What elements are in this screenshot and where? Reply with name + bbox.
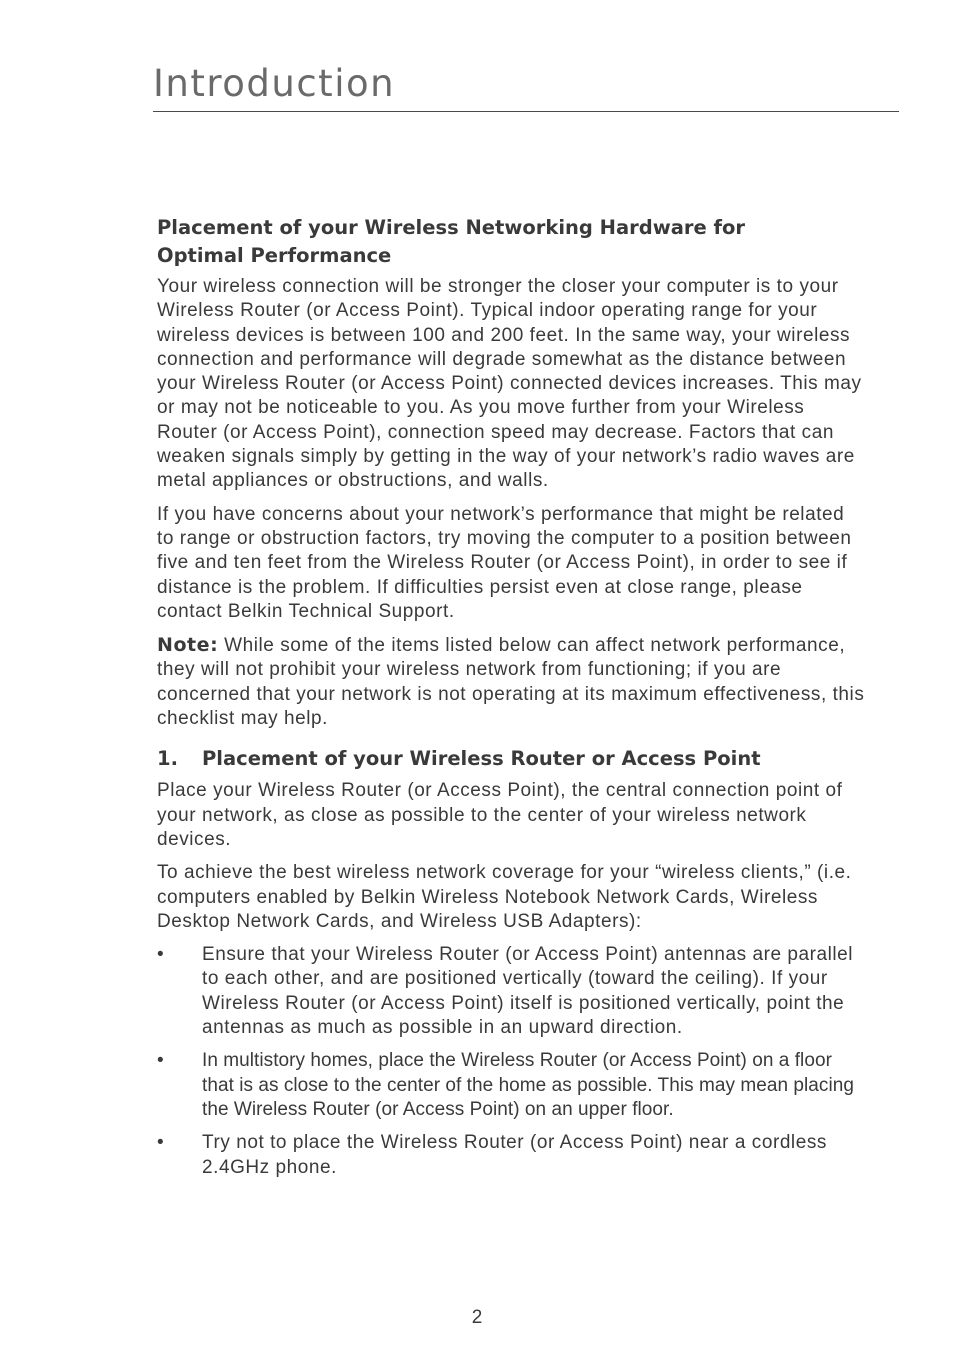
bullet-icon: • — [157, 1132, 165, 1154]
numbered-heading — [157, 745, 867, 773]
bullet-item — [157, 943, 867, 1040]
page-number: 2 — [471, 1307, 483, 1328]
bullet-item — [157, 1131, 867, 1180]
heading-text: Placement of your Wireless Router or Access Point — [202, 747, 761, 771]
note-label: Note: — [157, 634, 219, 657]
section-heading-line2: Optimal Performance — [157, 244, 392, 267]
bullet-item — [157, 1049, 867, 1122]
section-heading — [157, 214, 867, 270]
placement-paragraph-2: To achieve the best wireless network coverage for your “wireless clients,” (i.e. computers enabled by Belkin Wireless Notebook Network Cards, Wireless Desktop Network Cards, and Wireless USB Adapters): — [157, 862, 852, 932]
bullet-list — [157, 943, 867, 1180]
heading-number: 1. — [157, 747, 178, 771]
placement-paragraph-1: Place your Wireless Router (or Access Point), the central connection point of your network, as close as possible to the center of your wireless network devices. — [157, 780, 843, 850]
header-divider — [153, 111, 899, 112]
intro-paragraph-2: If you have concerns about your network’s performance that might be related to range or obstruction factors, try moving the computer to a position between five and ten feet from the Wireless Router (or Access Point), in order to see if distance is the problem. If difficulties persist even at close range, please contact Belkin Technical Support. — [157, 503, 852, 622]
bullet-icon: • — [157, 1050, 164, 1072]
intro-paragraph-1: Your wireless connection will be stronger the closer your computer is to your Wireless Router (or Access Point). Typical indoor operating range for your wireless devices is between 100 and 200 feet. In the same way, your wireless connection and performance will degrade somewhat as the distance between your Wireless Router (or Access Point) connected devices increases. This may or may not be noticeable to you. As you move further from your Wireless Router (or Access Point), connection speed may decrease. Factors that can weaken signals simply by getting in the way of your network’s radio waves are metal appliances or obstructions, and walls. — [157, 276, 862, 492]
note-text: While some of the items listed below can affect network performance, they will not prohibit your wireless network from functioning; if you are concerned that your network is not operating at its maximum effectiveness, this checklist may help. — [157, 635, 865, 730]
bullet-text: In multistory homes, place the Wireless Router (or Access Point) on a floor that is as close to the center of the home as possible. This may mean placing the Wireless Router (or Access Point) on an upper floor. — [202, 1050, 854, 1120]
main-content — [157, 214, 867, 1189]
bullet-text: Try not to place the Wireless Router (or Access Point) near a cordless 2.4GHz phone. — [202, 1132, 827, 1178]
page-header-title: Introduction — [153, 62, 396, 105]
bullet-icon: • — [157, 944, 165, 966]
bullet-text: Ensure that your Wireless Router (or Access Point) antennas are parallel to each other, and are positioned vertically (toward the ceiling). If your Wireless Router (or Access Point) itself is positioned vertically, point the antennas as much as possible in an upward direction. — [202, 944, 854, 1039]
section-heading-line1: Placement of your Wireless Networking Hardware for — [157, 216, 745, 239]
note-paragraph — [157, 633, 867, 731]
